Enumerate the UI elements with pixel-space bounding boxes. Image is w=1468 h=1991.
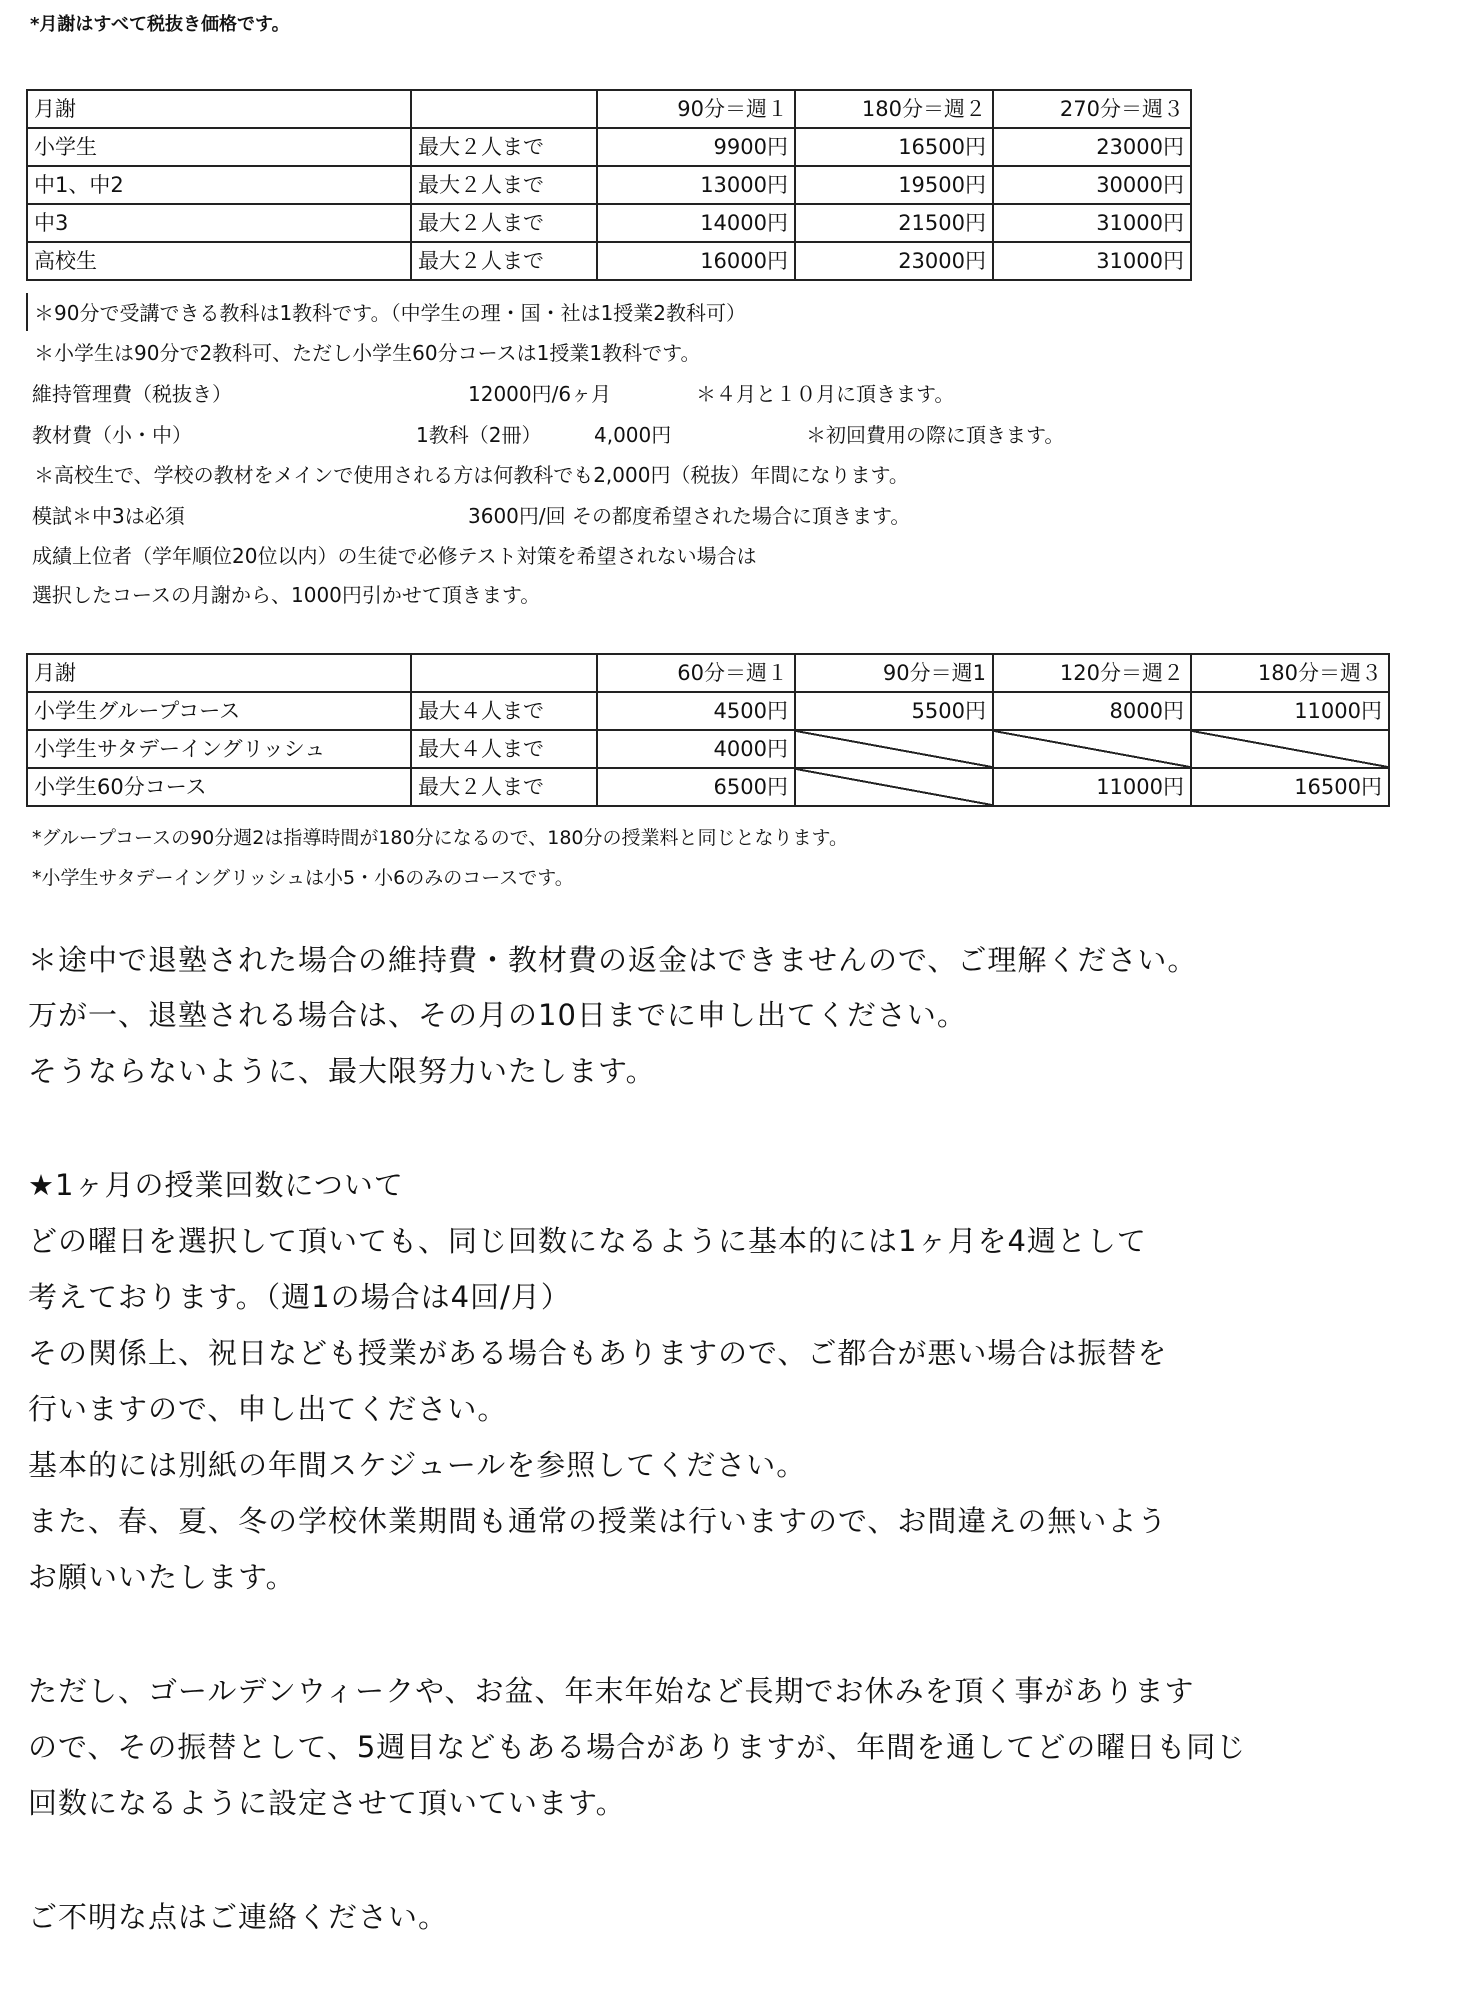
table-cell: 13000円: [597, 166, 795, 204]
table-cell: 中1、中2: [27, 166, 411, 204]
divider: [26, 293, 28, 331]
table-cell: 最大４人まで: [411, 730, 597, 768]
table-cell: 30000円: [993, 166, 1191, 204]
body-paragraph: 万が一、退塾される場合は、その月の10日までに申し出てください。: [28, 998, 967, 1032]
material-label: 教材費（小・中）: [32, 423, 192, 447]
table-cell: 23000円: [993, 128, 1191, 166]
table-cell: [411, 90, 597, 128]
table-cell: 21500円: [795, 204, 993, 242]
table-cell: 小学生グループコース: [27, 692, 411, 730]
table-cell: 小学生: [27, 128, 411, 166]
table-cell: [411, 654, 597, 692]
table-cell: 最大２人まで: [411, 768, 597, 806]
maintenance-label: 維持管理費（税抜き）: [32, 382, 232, 406]
not-applicable-cell: [795, 768, 993, 806]
table-cell: 11000円: [993, 768, 1191, 806]
material-note: ＊初回費用の際に頂きます。: [806, 423, 1065, 447]
table-cell: 19500円: [795, 166, 993, 204]
table-cell: 14000円: [597, 204, 795, 242]
table-cell: 6500円: [597, 768, 795, 806]
table-row: [27, 166, 1191, 204]
not-applicable-cell: [1191, 730, 1389, 768]
table-row: [27, 730, 1389, 768]
table-row: [27, 128, 1191, 166]
table-cell: 16500円: [795, 128, 993, 166]
body-paragraph: また、春、夏、冬の学校休業期間も通常の授業は行いますので、お間違えの無いよう: [28, 1504, 1168, 1538]
table-cell: 16000円: [597, 242, 795, 280]
body-paragraph: ＊途中で退塾された場合の維持費・教材費の返金はできませんので、ご理解ください。: [28, 943, 1198, 977]
table-header-row: [27, 654, 1389, 692]
body-paragraph: 行いますので、申し出てください。: [28, 1392, 508, 1426]
body-paragraph: ただし、ゴールデンウィークや、お盆、年末年始など長期でお休みを頂く事があります: [28, 1674, 1195, 1708]
table-cell: 最大２人まで: [411, 242, 597, 280]
table-header-row: [27, 90, 1191, 128]
material-value: 4,000円: [594, 423, 672, 447]
table-cell: 60分＝週１: [597, 654, 795, 692]
table-row: [27, 204, 1191, 242]
table-cell: 小学生60分コース: [27, 768, 411, 806]
fee-table-elementary: [26, 653, 1390, 807]
table-cell: 月謝: [27, 90, 411, 128]
table-cell: 270分＝週３: [993, 90, 1191, 128]
body-paragraph: そうならないように、最大限努力いたします。: [28, 1054, 656, 1088]
table-cell: 31000円: [993, 204, 1191, 242]
table-cell: 最大４人まで: [411, 692, 597, 730]
table-row: [27, 768, 1389, 806]
table-cell: 180分＝週２: [795, 90, 993, 128]
material-unit: 1教科（2冊）: [416, 423, 542, 447]
maintenance-value: 12000円/6ヶ月: [468, 382, 612, 406]
body-paragraph: その関係上、祝日なども授業がある場合もありますので、ご都合が悪い場合は振替を: [28, 1336, 1168, 1370]
table-cell: 90分＝週1: [795, 654, 993, 692]
table-cell: 180分＝週３: [1191, 654, 1389, 692]
note-group-course: *グループコースの90分週2は指導時間が180分になるので、180分の授業料と同じとなります。: [32, 827, 848, 849]
body-paragraph: お願いいたします。: [28, 1560, 296, 1594]
table-cell: 最大２人まで: [411, 128, 597, 166]
table-cell: 90分＝週１: [597, 90, 795, 128]
note-high-school: ＊高校生で、学校の教材をメインで使用される方は何教科でも2,000円（税抜）年間になります。: [34, 463, 909, 487]
note-top-students-1: 成績上位者（学年順位20位以内）の生徒で必修テスト対策を希望されない場合は: [32, 544, 757, 568]
table-cell: 8000円: [993, 692, 1191, 730]
contact-note: ご不明な点はご連絡ください。: [28, 1900, 449, 1934]
table-cell: 23000円: [795, 242, 993, 280]
table-cell: 16500円: [1191, 768, 1389, 806]
table-cell: 11000円: [1191, 692, 1389, 730]
table-cell: 最大２人まで: [411, 204, 597, 242]
note-elementary: ＊小学生は90分で2教科可、ただし小学生60分コースは1授業1教科です。: [34, 341, 701, 365]
note-saturday-english: *小学生サタデーイングリッシュは小5・小6のみのコースです。: [32, 867, 574, 889]
table-cell: 120分＝週２: [993, 654, 1191, 692]
table-cell: 高校生: [27, 242, 411, 280]
note-subjects: ＊90分で受講できる教科は1教科です。（中学生の理・国・社は1授業2教科可）: [34, 301, 747, 325]
maintenance-note: ＊４月と１０月に頂きます。: [696, 382, 955, 406]
tax-note: *月謝はすべて税抜き価格です。: [30, 14, 290, 35]
table-cell: 31000円: [993, 242, 1191, 280]
body-paragraph: 基本的には別紙の年間スケジュールを参照してください。: [28, 1448, 807, 1482]
table-cell: 小学生サタデーイングリッシュ: [27, 730, 411, 768]
mock-exam-value: 3600円/回 その都度希望された場合に頂きます。: [468, 504, 911, 528]
not-applicable-cell: [993, 730, 1191, 768]
fee-table-main: [26, 89, 1192, 281]
table-cell: 9900円: [597, 128, 795, 166]
note-top-students-2: 選択したコースの月謝から、1000円引かせて頂きます。: [32, 583, 541, 607]
table-cell: 最大２人まで: [411, 166, 597, 204]
body-paragraph: 考えております。（週1の場合は4回/月）: [28, 1280, 571, 1314]
table-cell: 5500円: [795, 692, 993, 730]
body-paragraph: 回数になるように設定させて頂いています。: [28, 1786, 626, 1820]
body-paragraph: どの曜日を選択して頂いても、同じ回数になるように基本的には1ヶ月を4週として: [28, 1224, 1147, 1258]
mock-exam-label: 模試＊中3は必須: [32, 504, 185, 528]
table-cell: 中3: [27, 204, 411, 242]
table-row: [27, 692, 1389, 730]
not-applicable-cell: [795, 730, 993, 768]
body-paragraph: ので、その振替として、5週目などもある場合がありますが、年間を通してどの曜日も同じ: [28, 1730, 1247, 1764]
table-cell: 4000円: [597, 730, 795, 768]
section-heading: ★1ヶ月の授業回数について: [28, 1168, 404, 1202]
table-cell: 月謝: [27, 654, 411, 692]
table-row: [27, 242, 1191, 280]
table-cell: 4500円: [597, 692, 795, 730]
